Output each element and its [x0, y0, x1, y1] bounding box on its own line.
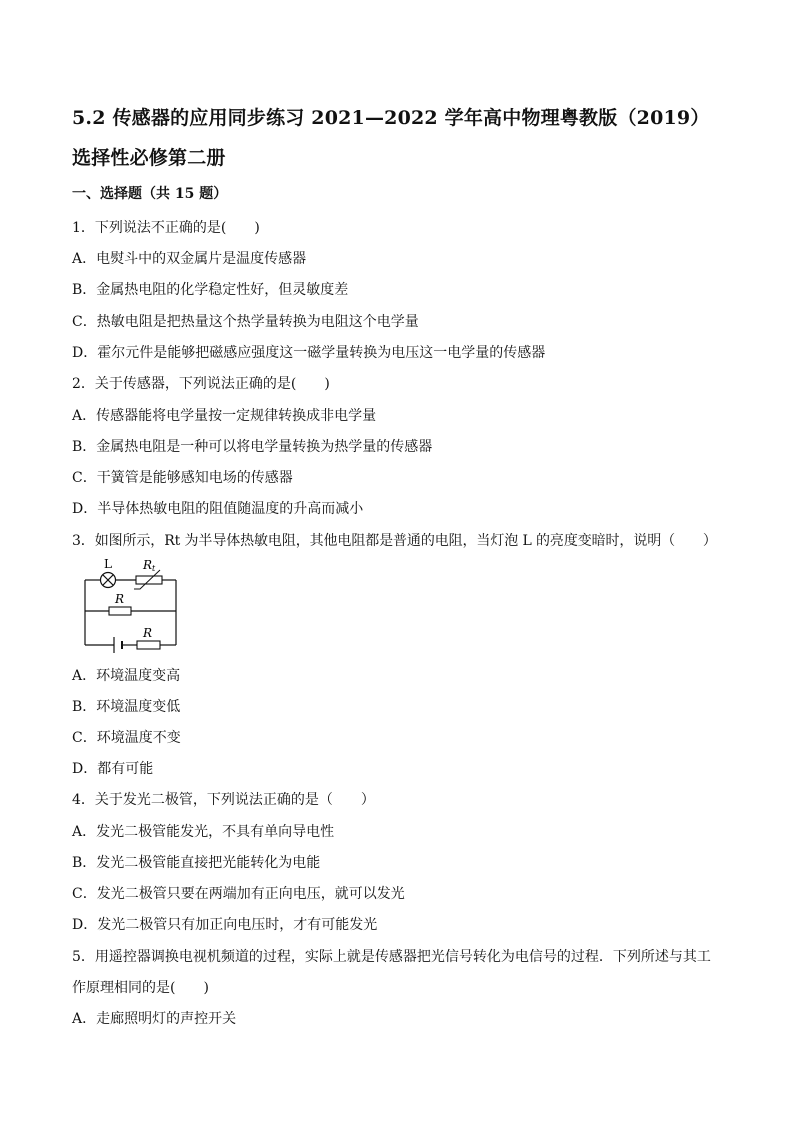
question-5-stem-line-1: 5．用遥控器调换电视机频道的过程，实际上就是传感器把光信号转化为电信号的过程．下列所述与其工 — [72, 949, 711, 965]
resistor-label-middle: R — [115, 592, 125, 606]
thermistor-label: Rt — [143, 558, 156, 573]
resistor-label-bottom: R — [143, 626, 153, 640]
resistor-icon — [109, 607, 131, 615]
question-3-option-d: D．都有可能 — [72, 761, 154, 777]
question-3-stem: 3．如图所示，Rt 为半导体热敏电阻，其他电阻都是普通的电阻，当灯泡 L 的亮度变暗时，说明（ ） — [72, 533, 717, 549]
question-4-option-d: D．发光二极管只有加正向电压时，才有可能发光 — [72, 917, 378, 933]
question-1-option-a: A．电熨斗中的双金属片是温度传感器 — [72, 251, 307, 267]
question-2-stem: 2．关于传感器，下列说法正确的是( ) — [72, 376, 330, 392]
question-4-option-b: B．发光二极管能直接把光能转化为电能 — [72, 855, 321, 871]
lamp-icon — [101, 573, 116, 588]
question-4-option-c: C．发光二极管只要在两端加有正向电压，就可以发光 — [72, 886, 405, 902]
question-3-option-a: A．环境温度变高 — [72, 668, 181, 684]
resistor-icon — [137, 641, 160, 649]
question-2-option-c: C．干簧管是能够感知电场的传感器 — [72, 470, 293, 486]
battery-icon — [114, 637, 122, 653]
question-5-stem-line-2: 作原理相同的是( ) — [72, 980, 209, 996]
circuit-diagram — [80, 556, 190, 656]
question-3-option-b: B．环境温度变低 — [72, 699, 181, 715]
question-1-option-d: D．霍尔元件是能够把磁感应强度这一磁学量转换为电压这一电学量的传感器 — [72, 345, 546, 361]
question-3-option-c: C．环境温度不变 — [72, 730, 181, 746]
question-4-option-a: A．发光二极管能发光，不具有单向导电性 — [72, 824, 335, 840]
document-title-line-2: 选择性必修第二册 — [72, 147, 226, 169]
question-2-option-d: D．半导体热敏电阻的阻值随温度的升高而减小 — [72, 501, 364, 517]
question-1-stem: 1．下列说法不正确的是( ) — [72, 220, 260, 236]
question-1-option-c: C．热敏电阻是把热量这个热学量转换为电阻这个电学量 — [72, 314, 419, 330]
section-heading: 一、选择题（共 15 题） — [72, 186, 228, 202]
lamp-label: L — [104, 557, 112, 571]
question-2-option-a: A．传感器能将电学量按一定规律转换成非电学量 — [72, 408, 377, 424]
document-title-line-1: 5.2 传感器的应用同步练习 2021—2022 学年高中物理粤教版（2019） — [72, 107, 710, 129]
question-2-option-b: B．金属热电阻是一种可以将电学量转换为热学量的传感器 — [72, 439, 433, 455]
question-1-option-b: B．金属热电阻的化学稳定性好，但灵敏度差 — [72, 282, 349, 298]
question-4-stem: 4．关于发光二极管，下列说法正确的是（ ） — [72, 792, 375, 808]
question-5-option-a: A．走廊照明灯的声控开关 — [72, 1011, 237, 1027]
thermistor-icon — [134, 570, 162, 589]
